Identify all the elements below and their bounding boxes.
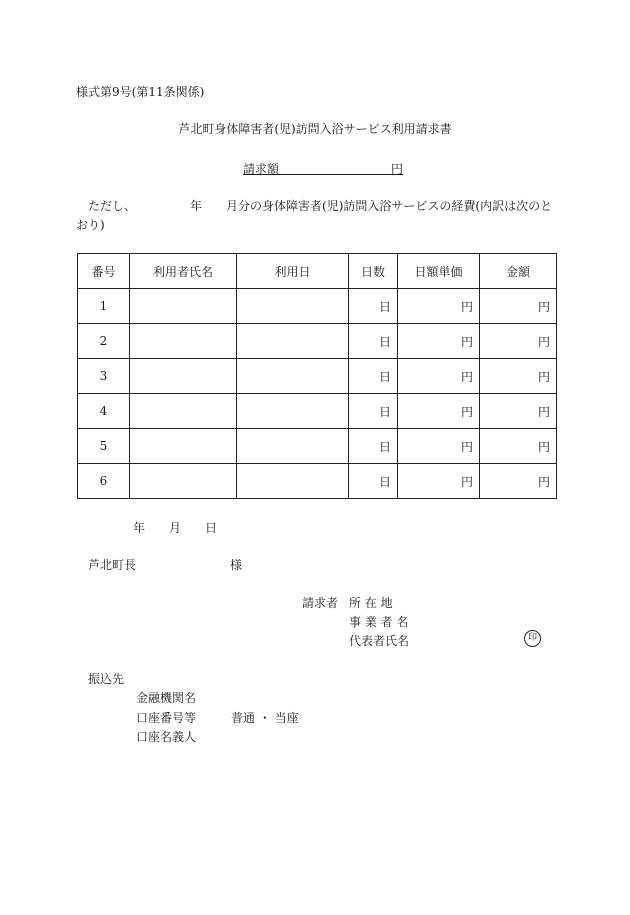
amount-cell[interactable]: 円	[480, 324, 557, 359]
document-title: 芦北町身体障害者(児)訪問入浴サービス利用請求書	[178, 122, 452, 136]
amount-cell[interactable]: 円	[480, 464, 557, 499]
table-row	[78, 359, 557, 394]
row-number: 1	[78, 289, 130, 324]
claim-amount-label: 請求額	[243, 162, 280, 176]
claim-amount-line	[243, 162, 403, 175]
header-use-date: 利用日	[237, 254, 349, 289]
table-row	[78, 429, 557, 464]
addressee-line	[88, 559, 242, 571]
table-row	[78, 464, 557, 499]
use-date-cell[interactable]	[237, 394, 349, 429]
proviso-text	[76, 197, 556, 235]
days-cell[interactable]: 日	[349, 464, 398, 499]
user-name-cell[interactable]	[130, 394, 237, 429]
amount-cell[interactable]: 円	[480, 429, 557, 464]
table-row	[78, 289, 557, 324]
row-number: 5	[78, 429, 130, 464]
days-cell[interactable]: 日	[349, 359, 398, 394]
date-day: 日	[205, 521, 218, 535]
row-number: 2	[78, 324, 130, 359]
table-header-row	[78, 254, 557, 289]
daily-rate-cell[interactable]: 円	[398, 429, 480, 464]
use-date-cell[interactable]	[237, 289, 349, 324]
header-number: 番号	[78, 254, 130, 289]
proviso-body: 月分の身体障害者(児)訪問入浴サービスの経費(内訳は次のとおり)	[76, 199, 553, 232]
user-name-cell[interactable]	[130, 324, 237, 359]
header-user-name: 利用者氏名	[130, 254, 237, 289]
remittance-label: 振込先	[88, 672, 125, 686]
amount-cell[interactable]: 円	[480, 394, 557, 429]
days-cell[interactable]: 日	[349, 429, 398, 464]
use-date-cell[interactable]	[237, 429, 349, 464]
days-cell[interactable]: 日	[349, 289, 398, 324]
row-number: 4	[78, 394, 130, 429]
use-date-cell[interactable]	[237, 464, 349, 499]
seal-mark: 印	[524, 630, 541, 647]
addressee-honorific: 様	[230, 558, 243, 572]
form-number: 様式第9号(第11条関係)	[76, 85, 205, 99]
proviso-year: 年	[190, 199, 203, 213]
date-line	[133, 522, 217, 534]
user-name-cell[interactable]	[130, 429, 237, 464]
user-name-cell[interactable]	[130, 464, 237, 499]
days-cell[interactable]: 日	[349, 394, 398, 429]
addressee-name: 芦北町長	[88, 558, 137, 572]
row-number: 6	[78, 464, 130, 499]
user-name-cell[interactable]	[130, 289, 237, 324]
bank-name-label: 金融機関名	[136, 691, 197, 705]
table-row	[78, 394, 557, 429]
claim-amount-blank	[279, 162, 391, 175]
amount-cell[interactable]: 円	[480, 289, 557, 324]
date-year: 年	[133, 521, 146, 535]
claim-amount-unit: 円	[391, 162, 404, 176]
daily-rate-cell[interactable]: 円	[398, 394, 480, 429]
claimant-label: 請求者	[302, 596, 339, 610]
header-amount: 金額	[480, 254, 557, 289]
header-daily-rate: 日額単価	[398, 254, 480, 289]
row-number: 3	[78, 359, 130, 394]
account-holder-label: 口座名義人	[136, 730, 197, 744]
daily-rate-cell[interactable]: 円	[398, 324, 480, 359]
header-days: 日数	[349, 254, 398, 289]
use-date-cell[interactable]	[237, 359, 349, 394]
daily-rate-cell[interactable]: 円	[398, 359, 480, 394]
daily-rate-cell[interactable]: 円	[398, 464, 480, 499]
daily-rate-cell[interactable]: 円	[398, 289, 480, 324]
use-date-cell[interactable]	[237, 324, 349, 359]
date-month: 月	[169, 521, 182, 535]
days-cell[interactable]: 日	[349, 324, 398, 359]
detail-table	[77, 253, 557, 499]
account-type-options: 普通 ・ 当座	[231, 711, 299, 725]
user-name-cell[interactable]	[130, 359, 237, 394]
table-row	[78, 324, 557, 359]
amount-cell[interactable]: 円	[480, 359, 557, 394]
proviso-prefix: ただし、	[88, 199, 137, 213]
claimant-representative-label: 代表者氏名	[349, 634, 410, 648]
claimant-address-label: 所 在 地	[349, 596, 393, 610]
claimant-business-name-label: 事 業 者 名	[349, 615, 409, 629]
account-number-label: 口座番号等	[136, 711, 197, 725]
